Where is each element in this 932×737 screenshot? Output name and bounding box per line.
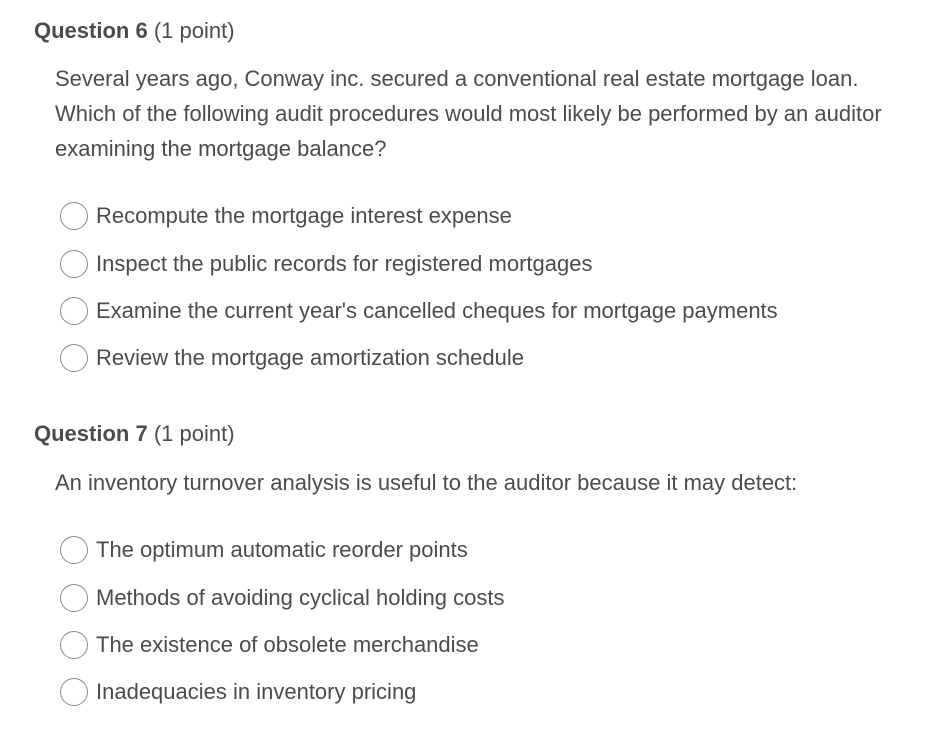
option-label: Examine the current year's cancelled cheques for mortgage payments — [96, 298, 778, 323]
radio-button[interactable] — [60, 250, 88, 278]
question-7-option-1[interactable] — [60, 535, 468, 565]
question-7-option-3[interactable] — [60, 630, 479, 660]
question-7-header — [34, 420, 235, 448]
question-6-option-2[interactable] — [60, 249, 592, 279]
question-6-header — [34, 17, 235, 45]
option-label: Review the mortgage amortization schedule — [96, 345, 525, 370]
radio-button[interactable] — [60, 631, 88, 659]
question-6-number: Question 6 — [34, 18, 148, 43]
question-7-option-2[interactable] — [60, 583, 504, 613]
radio-button[interactable] — [60, 297, 88, 325]
option-label: Inspect the public records for registered mortgages — [96, 251, 593, 276]
option-label: The optimum automatic reorder points — [96, 537, 468, 562]
question-6-points: (1 point) — [153, 18, 235, 43]
question-7-prompt: An inventory turnover analysis is useful to the auditor because it may detect: — [55, 470, 798, 495]
question-6-prompt: Several years ago, Conway inc. secured a conventional real estate mortgage loan. Which of the following audit procedures would most likely be performed by an auditor examining the mortgage balance? — [55, 66, 882, 161]
radio-button[interactable] — [60, 344, 88, 372]
radio-button[interactable] — [60, 536, 88, 564]
radio-button[interactable] — [60, 584, 88, 612]
question-6-option-1[interactable] — [60, 201, 512, 231]
question-6-option-3[interactable] — [60, 296, 778, 326]
question-7-option-4[interactable] — [60, 677, 416, 707]
radio-button[interactable] — [60, 202, 88, 230]
option-label: Methods of avoiding cyclical holding costs — [96, 585, 505, 610]
option-label: Inadequacies in inventory pricing — [96, 679, 417, 704]
question-6-option-4[interactable] — [60, 343, 524, 373]
radio-button[interactable] — [60, 678, 88, 706]
question-7-number: Question 7 — [34, 421, 148, 446]
option-label: Recompute the mortgage interest expense — [96, 203, 512, 228]
option-label: The existence of obsolete merchandise — [96, 632, 479, 657]
question-7-points: (1 point) — [153, 421, 235, 446]
